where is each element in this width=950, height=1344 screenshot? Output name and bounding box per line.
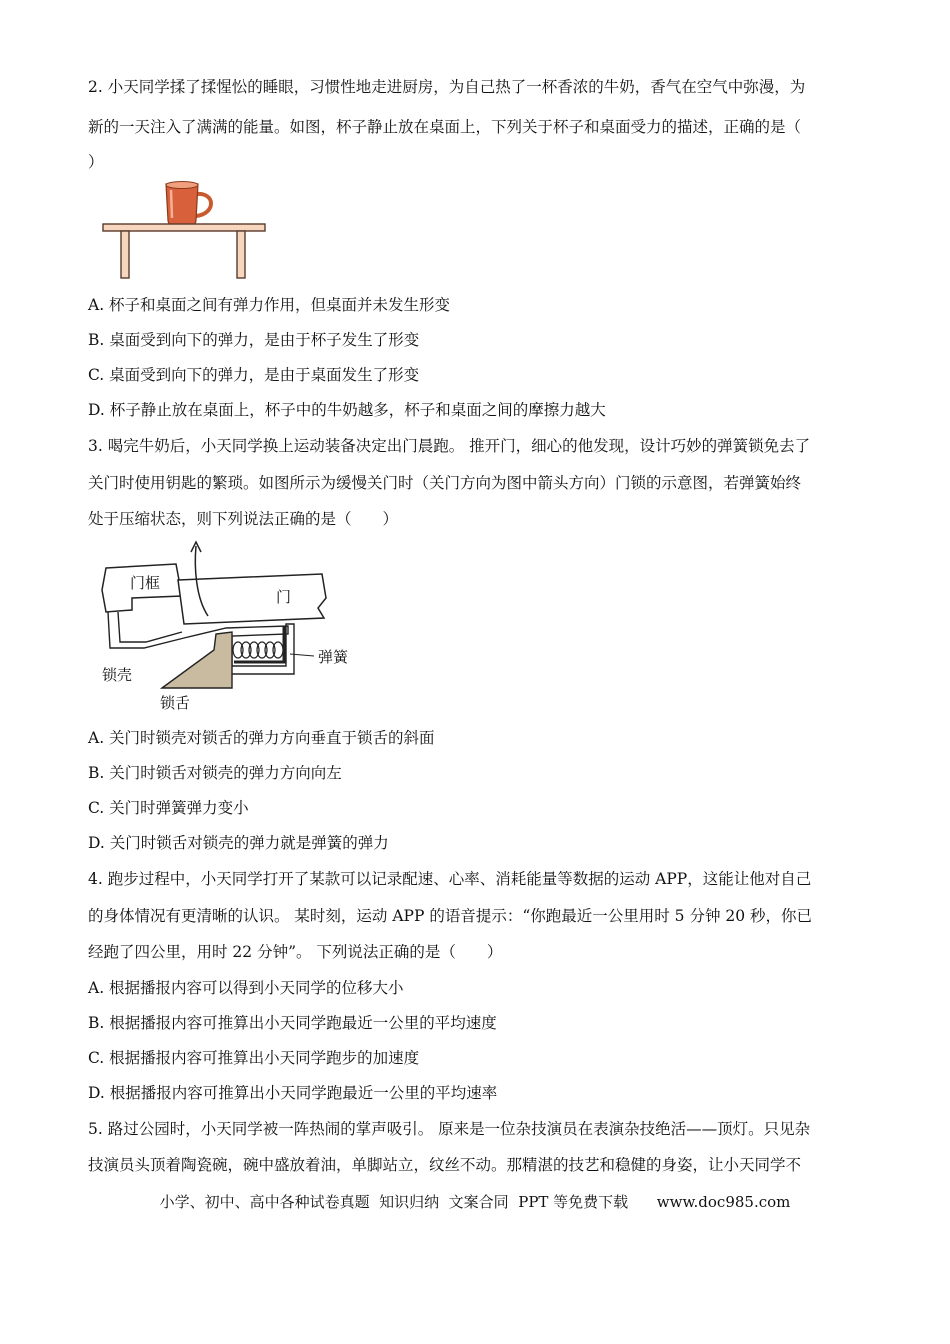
door-lock-figure xyxy=(98,538,368,716)
q4-option-c: C. 根据播报内容可推算出小天同学跑步的加速度 xyxy=(88,1049,420,1067)
table-leg-right xyxy=(237,231,245,278)
q5-line-2: 技演员头顶着陶瓷碗，碗中盛放着油，单脚站立，纹丝不动。那精湛的技艺和稳健的身姿，让小天同学不 xyxy=(88,1156,802,1174)
q5-line-1: 5. 路过公园时，小天同学被一阵热闹的掌声吸引。 原来是一位杂技演员在表演杂技绝活——顶灯。只见杂 xyxy=(88,1120,811,1138)
table-cup-figure xyxy=(100,178,270,282)
table-top xyxy=(103,224,265,231)
q2-option-c: C. 桌面受到向下的弹力，是由于桌面发生了形变 xyxy=(88,366,420,384)
q3-option-a: A. 关门时锁壳对锁舌的弹力方向垂直于锁舌的斜面 xyxy=(88,729,435,747)
label-tongue: 锁舌 xyxy=(160,694,191,712)
q4-option-a: A. 根据播报内容可以得到小天同学的位移大小 xyxy=(88,979,404,997)
q2-line-1: 2. 小天同学揉了揉惺忪的睡眼，习惯性地走进厨房，为自己热了一杯香浓的牛奶，香气在空气中弥漫，为 xyxy=(88,78,806,96)
q2-line-2: 新的一天注入了满满的能量。如图，杯子静止放在桌面上，下列关于杯子和桌面受力的描述，正确的是（ xyxy=(88,118,802,136)
q4-line-1: 4. 跑步过程中，小天同学打开了某款可以记录配速、心率、消耗能量等数据的运动 APP，这能让他对自己 xyxy=(88,870,812,888)
q3-option-c: C. 关门时弹簧弹力变小 xyxy=(88,799,249,817)
label-shell: 锁壳 xyxy=(102,666,133,684)
label-spring: 弹簧 xyxy=(318,648,349,666)
q2-option-d: D. 杯子静止放在桌面上，杯子中的牛奶越多，杯子和桌面之间的摩擦力越大 xyxy=(88,401,606,419)
page-footer: 小学、初中、高中各种试卷真题 知识归纳 文案合同 PPT 等免费下载 www.doc985.com xyxy=(159,1193,791,1211)
q2-option-a: A. 杯子和桌面之间有弹力作用，但桌面并未发生形变 xyxy=(88,296,451,314)
spring-shape xyxy=(233,642,283,658)
q3-line-2: 关门时使用钥匙的繁琐。如图所示为缓慢关门时（关门方向为图中箭头方向）门锁的示意图，若弹簧始终 xyxy=(88,474,802,492)
table-leg-left xyxy=(121,231,129,278)
q4-option-d: D. 根据播报内容可推算出小天同学跑最近一公里的平均速率 xyxy=(88,1084,498,1102)
q4-line-2: 的身体情况有更清晰的认识。 某时刻，运动 APP 的语音提示：“你跑最近一公里用时 5 分钟 20 秒，你已 xyxy=(88,907,813,925)
q2-line-3: ） xyxy=(88,153,104,171)
cup-rim xyxy=(166,182,198,189)
q3-line-3: 处于压缩状态，则下列说法正确的是（ ） xyxy=(88,510,399,528)
q4-option-b: B. 根据播报内容可推算出小天同学跑最近一公里的平均速度 xyxy=(88,1014,497,1032)
label-door: 门 xyxy=(276,588,292,606)
q2-option-b: B. 桌面受到向下的弹力，是由于杯子发生了形变 xyxy=(88,331,420,349)
q3-option-d: D. 关门时锁舌对锁壳的弹力就是弹簧的弹力 xyxy=(88,834,389,852)
label-frame: 门框 xyxy=(130,574,161,592)
cup-handle xyxy=(196,194,211,216)
q4-line-3: 经跑了四公里，用时 22 分钟”。 下列说法正确的是（ ） xyxy=(88,943,503,961)
q3-line-1: 3. 喝完牛奶后，小天同学换上运动装备决定出门晨跑。 推开门，细心的他发现，设计巧妙的弹簧锁免去了 xyxy=(88,437,811,455)
q3-option-b: B. 关门时锁舌对锁壳的弹力方向向左 xyxy=(88,764,342,782)
